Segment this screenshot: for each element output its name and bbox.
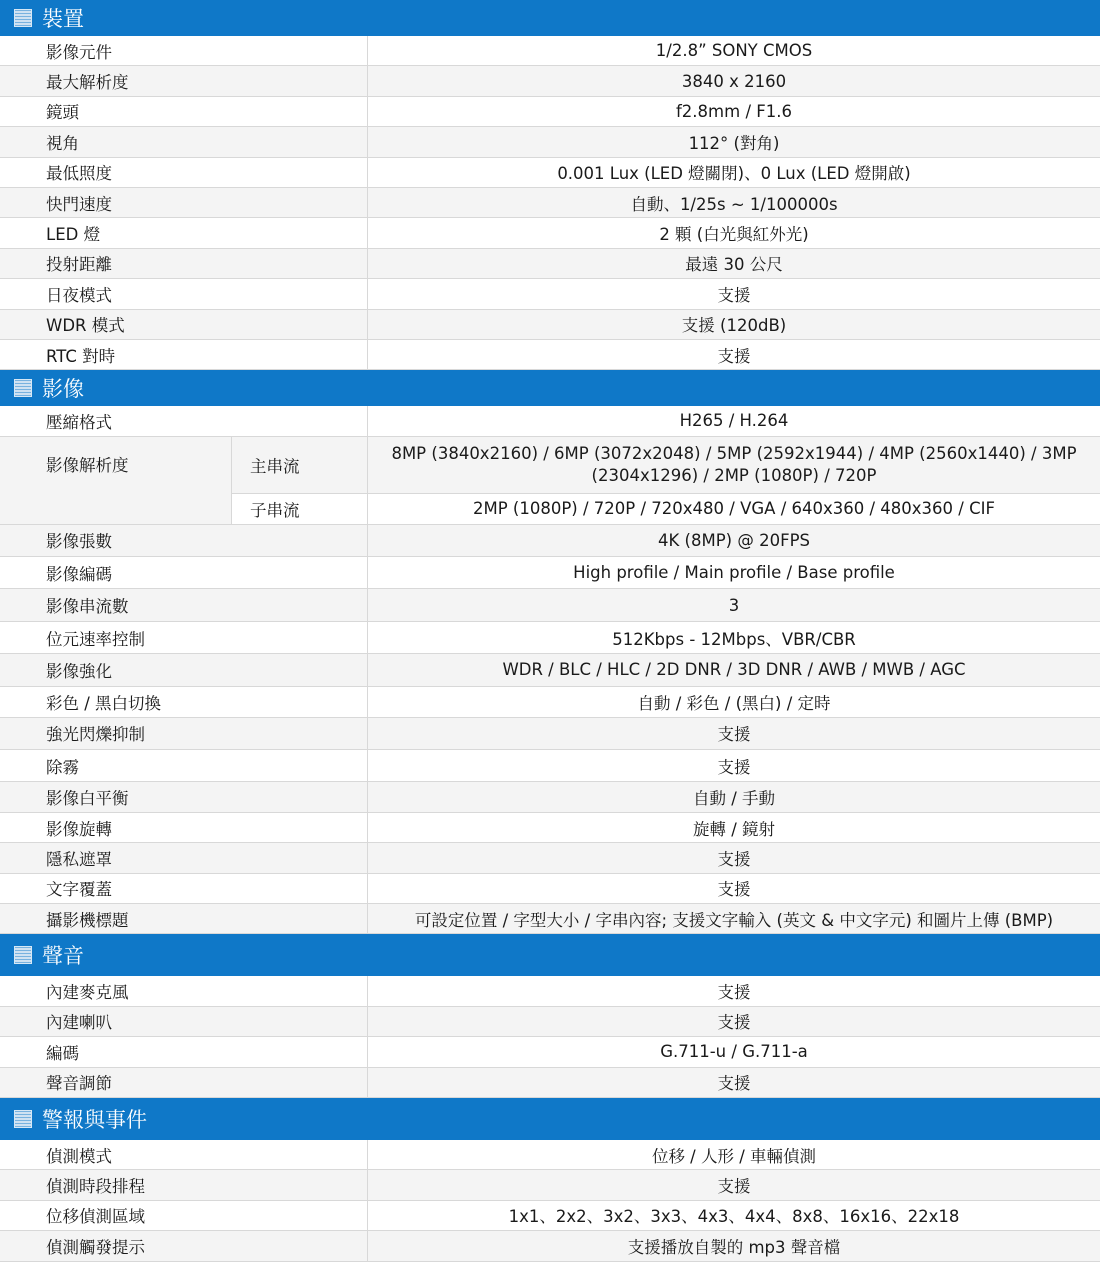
spec-label: 影像強化	[0, 654, 368, 685]
spec-label: 影像白平衡	[0, 782, 368, 811]
spec-value: 3	[728, 595, 740, 615]
spec-row	[0, 127, 1100, 157]
spec-value: 支援播放自製的 mp3 聲音檔	[627, 1237, 841, 1257]
spec-value: 可設定位置 / 字型大小 / 字串內容; 支援文字輸入 (英文 & 中文字元) 和圖片上傳 (BMP)	[414, 910, 1054, 930]
spec-value: WDR / BLC / HLC / 2D DNR / 3D DNR / AWB / MWB / AGC	[502, 660, 966, 680]
spec-row	[0, 66, 1100, 96]
resolution-streams	[232, 437, 1100, 524]
spec-label: 快門速度	[0, 188, 368, 217]
spec-value: 支援	[717, 1013, 751, 1033]
spec-value: 4K (8MP) @ 20FPS	[657, 530, 811, 550]
spec-value: 旋轉 / 鏡射	[692, 819, 776, 839]
spec-row	[0, 97, 1100, 127]
spec-row	[0, 249, 1100, 279]
spec-row	[0, 654, 1100, 686]
resolution-group	[0, 437, 1100, 525]
spec-row	[0, 750, 1100, 782]
section-header-alarm	[0, 1098, 1100, 1140]
spec-row	[0, 525, 1100, 557]
spec-value: G.711-u / G.711-a	[660, 1042, 808, 1062]
spec-label: 除霧	[0, 750, 368, 781]
section-header-audio	[0, 934, 1100, 976]
spec-row	[0, 1068, 1100, 1098]
section-header-video	[0, 370, 1100, 406]
spec-row	[0, 406, 1100, 436]
spec-label: 影像編碼	[0, 557, 368, 588]
spec-value: 3840 x 2160	[681, 71, 787, 91]
spec-label: 攝影機標題	[0, 904, 368, 933]
main-stream-value: 8MP (3840x2160) / 6MP (3072x2048) / 5MP (2592x1944) / 4MP (2560x1440) / 3MP (2304x1296) / 2MP (1080P) / 720P	[391, 443, 1077, 485]
section-square-icon	[14, 379, 32, 397]
spec-row	[0, 874, 1100, 904]
spec-value: 自動、1/25s ~ 1/100000s	[630, 194, 838, 214]
device-spec-list	[0, 36, 1100, 370]
spec-value: 自動 / 彩色 / (黑白) / 定時	[637, 693, 831, 713]
spec-row	[0, 1140, 1100, 1170]
main-stream-label: 主串流	[232, 437, 368, 493]
spec-row	[0, 158, 1100, 188]
spec-label: 影像張數	[0, 525, 368, 556]
spec-row	[0, 622, 1100, 654]
section-header-device	[0, 0, 1100, 36]
spec-value: High profile / Main profile / Base profile	[573, 563, 895, 583]
spec-value: 512Kbps - 12Mbps、VBR/CBR	[612, 629, 856, 649]
spec-label: 內建喇叭	[0, 1007, 368, 1036]
spec-row	[0, 279, 1100, 309]
spec-label: 最大解析度	[0, 66, 368, 95]
spec-label: 壓縮格式	[0, 406, 368, 435]
spec-label: 投射距離	[0, 249, 368, 278]
spec-label: 編碼	[0, 1037, 368, 1066]
spec-row	[0, 1201, 1100, 1231]
spec-label: 偵測觸發提示	[0, 1231, 368, 1260]
spec-label: 文字覆蓋	[0, 874, 368, 903]
spec-label: RTC 對時	[0, 340, 368, 369]
spec-value: 1x1、2x2、3x2、3x3、4x3、4x4、8x8、16x16、22x18	[508, 1207, 960, 1227]
spec-label: 位移偵測區域	[0, 1201, 368, 1230]
spec-row	[0, 718, 1100, 750]
sub-stream-label: 子串流	[232, 494, 368, 524]
spec-row	[0, 843, 1100, 873]
spec-label: 影像串流數	[0, 589, 368, 620]
spec-label: WDR 模式	[0, 310, 368, 339]
spec-label: 影像旋轉	[0, 813, 368, 842]
section-square-icon	[14, 946, 32, 964]
spec-value: 自動 / 手動	[692, 789, 776, 809]
spec-label: 影像解析度	[0, 437, 232, 524]
sub-stream-value: 2MP (1080P) / 720P / 720x480 / VGA / 640x360 / 480x360 / CIF	[473, 498, 995, 518]
alarm-spec-list	[0, 1140, 1100, 1262]
spec-value: 最遠 30 公尺	[685, 255, 783, 275]
spec-row	[0, 904, 1100, 934]
spec-label: 偵測模式	[0, 1140, 368, 1169]
spec-label: 隱私遮罩	[0, 843, 368, 872]
spec-value: 2 顆 (白光與紅外光)	[659, 225, 809, 245]
spec-value: 支援	[717, 1177, 751, 1197]
spec-row	[0, 976, 1100, 1006]
spec-label: 內建麥克風	[0, 976, 368, 1005]
spec-value: 支援	[717, 1074, 751, 1094]
spec-row	[0, 1037, 1100, 1067]
section-square-icon	[14, 1110, 32, 1128]
spec-label: 聲音調節	[0, 1068, 368, 1097]
spec-value: 支援	[717, 285, 751, 305]
spec-value: 位移 / 人形 / 車輛偵測	[651, 1146, 817, 1166]
spec-value: 支援	[717, 725, 751, 745]
spec-value: 112° (對角)	[688, 133, 780, 153]
section-title: 聲音	[42, 944, 84, 969]
section-title: 警報與事件	[42, 1107, 147, 1132]
spec-label: LED 燈	[0, 218, 368, 247]
spec-value: H265 / H.264	[679, 411, 789, 431]
main-stream-row	[232, 437, 1100, 493]
spec-label: 日夜模式	[0, 279, 368, 308]
spec-value: 支援	[717, 983, 751, 1003]
spec-value: f2.8mm / F1.6	[676, 101, 792, 121]
video-spec-list	[0, 406, 1100, 934]
section-title: 裝置	[42, 7, 84, 31]
spec-label: 偵測時段排程	[0, 1170, 368, 1199]
spec-label: 視角	[0, 127, 368, 156]
spec-value: 0.001 Lux (LED 燈關閉)、0 Lux (LED 燈開啟)	[557, 164, 911, 184]
spec-row	[0, 310, 1100, 340]
spec-label: 強光閃爍抑制	[0, 718, 368, 749]
spec-row	[0, 557, 1100, 589]
spec-row	[0, 782, 1100, 812]
section-square-icon	[14, 9, 32, 27]
sub-stream-row	[232, 493, 1100, 524]
spec-label: 鏡頭	[0, 97, 368, 126]
section-title: 影像	[42, 377, 84, 402]
spec-value: 支援	[717, 346, 751, 366]
spec-row	[0, 1170, 1100, 1200]
spec-row	[0, 1231, 1100, 1261]
spec-row	[0, 218, 1100, 248]
spec-row	[0, 589, 1100, 621]
spec-row	[0, 1007, 1100, 1037]
spec-row	[0, 188, 1100, 218]
spec-value: 支援 (120dB)	[681, 316, 787, 336]
spec-label: 彩色 / 黑白切換	[0, 687, 368, 717]
audio-spec-list	[0, 976, 1100, 1098]
spec-value: 1/2.8” SONY CMOS	[655, 41, 813, 61]
spec-label: 位元速率控制	[0, 622, 368, 653]
spec-row	[0, 687, 1100, 718]
spec-row	[0, 813, 1100, 843]
spec-row	[0, 340, 1100, 370]
spec-label: 最低照度	[0, 158, 368, 187]
spec-value: 支援	[717, 757, 751, 777]
spec-label: 影像元件	[0, 36, 368, 65]
spec-value: 支援	[717, 880, 751, 900]
spec-row	[0, 36, 1100, 66]
spec-value: 支援	[717, 849, 751, 869]
